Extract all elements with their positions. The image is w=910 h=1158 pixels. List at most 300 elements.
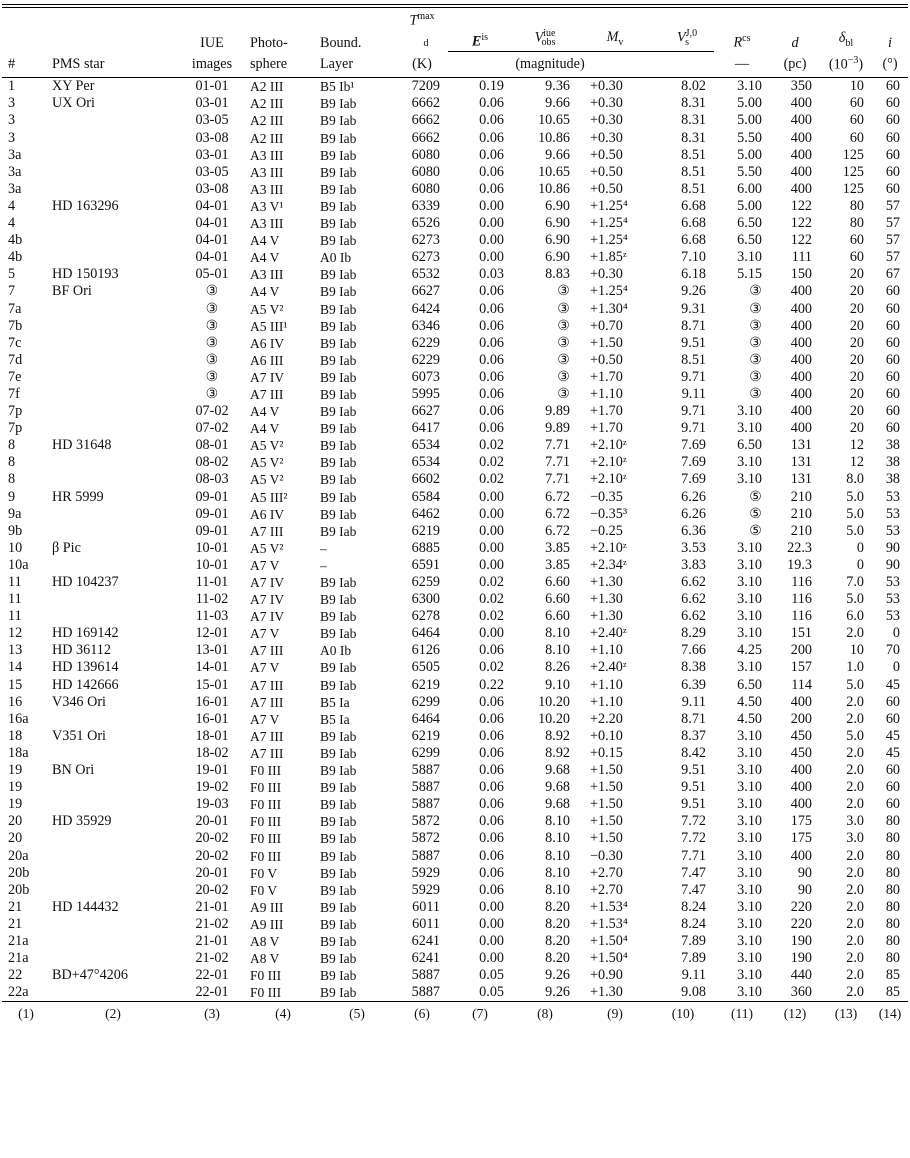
iue-image: ③ <box>205 351 219 368</box>
m-v: +1.25⁴ <box>590 215 628 232</box>
star-name: HR 5999 <box>52 488 104 505</box>
star-name <box>50 454 176 471</box>
inclination: 57 <box>885 215 900 232</box>
t-max: 6346 <box>411 317 440 334</box>
v-s: 8.29 <box>681 625 706 642</box>
e-is: 0.06 <box>479 744 504 761</box>
distance: 450 <box>790 727 812 744</box>
table-row <box>2 745 908 762</box>
v-obs: 6.72 <box>545 522 570 539</box>
t-max: 6591 <box>411 556 440 573</box>
m-v: +1.53⁴ <box>590 898 628 915</box>
t-max: 6299 <box>411 744 440 761</box>
distance: 220 <box>790 915 812 932</box>
m-v: +0.15 <box>590 744 623 761</box>
r-cs: 3.10 <box>737 249 762 266</box>
delta-bl: 5.0 <box>846 505 864 522</box>
r-cs: 6.50 <box>737 676 762 693</box>
header-d-unit: (pc) <box>783 56 807 73</box>
t-max: 6662 <box>411 112 440 129</box>
iue-image: ③ <box>205 334 219 351</box>
photosphere: A4 V <box>250 404 280 420</box>
v-s: 6.68 <box>681 215 706 232</box>
iue-image: 04-01 <box>195 249 229 266</box>
boundary-layer: – <box>320 557 327 573</box>
distance: 190 <box>790 950 812 967</box>
star-name: HD 139614 <box>52 659 119 676</box>
inclination: 60 <box>885 300 900 317</box>
m-v: +0.30 <box>590 266 623 283</box>
table-row <box>2 369 908 386</box>
r-cs: 3.10 <box>737 591 762 608</box>
r-cs: 3.10 <box>737 403 762 420</box>
m-v: +2.70 <box>590 881 623 898</box>
e-is: 0.00 <box>479 232 504 249</box>
r-cs: 3.10 <box>737 898 762 915</box>
v-s: 7.69 <box>681 454 706 471</box>
distance: 400 <box>790 385 812 402</box>
delta-bl: 125 <box>842 146 864 163</box>
v-obs: 8.26 <box>545 659 570 676</box>
iue-image: 08-02 <box>195 454 229 471</box>
m-v: +2.70 <box>590 864 623 881</box>
v-obs: ③ <box>557 300 570 317</box>
m-v: +0.70 <box>590 317 623 334</box>
v-s: 9.11 <box>681 385 706 402</box>
row-number: 20 <box>8 830 23 847</box>
table-row <box>2 420 908 437</box>
m-v: +1.50⁴ <box>590 950 628 967</box>
delta-bl: 0 <box>856 556 864 573</box>
v-obs: 10.65 <box>538 112 570 129</box>
star-name: HD 35929 <box>52 813 112 830</box>
delta-bl: 12 <box>849 437 864 454</box>
star-name <box>50 848 176 865</box>
boundary-layer: B9 Iab <box>320 404 357 420</box>
column-number: (1) <box>2 1002 50 1023</box>
r-cs: 3.10 <box>737 608 762 625</box>
r-cs: 3.10 <box>737 796 762 813</box>
row-number: 8 <box>8 471 16 488</box>
e-is: 0.19 <box>479 78 504 95</box>
v-obs: 8.20 <box>545 915 570 932</box>
column-number: (8) <box>512 1002 578 1023</box>
v-obs: 6.90 <box>545 249 570 266</box>
table-row <box>2 865 908 882</box>
delta-bl: 2.0 <box>846 881 864 898</box>
star-name <box>50 232 176 249</box>
row-number: 16 <box>8 693 23 710</box>
row-number: 4 <box>8 197 16 214</box>
photosphere: A3 III <box>250 181 284 197</box>
iue-image: 09-01 <box>195 488 229 505</box>
r-cs: ③ <box>749 300 762 317</box>
star-name: HD 150193 <box>52 266 119 283</box>
m-v: +1.10 <box>590 642 623 659</box>
boundary-layer: A0 Ib <box>320 250 352 266</box>
table-row <box>2 198 908 215</box>
inclination: 60 <box>885 95 900 112</box>
r-cs: 3.10 <box>737 932 762 949</box>
row-number: 20b <box>8 864 30 881</box>
inclination: 60 <box>885 129 900 146</box>
m-v: +0.10 <box>590 727 623 744</box>
boundary-layer: B5 Ib¹ <box>320 79 355 95</box>
e-is: 0.22 <box>479 676 504 693</box>
iue-image: 20-02 <box>195 830 229 847</box>
m-v: +1.25⁴ <box>590 197 628 214</box>
v-obs: 6.60 <box>545 608 570 625</box>
photosphere: A5 V² <box>250 472 284 488</box>
m-v: +1.30⁴ <box>590 300 628 317</box>
v-obs: 8.20 <box>545 932 570 949</box>
header-mv: $M_v$ <box>606 29 624 49</box>
delta-bl: 2.0 <box>846 967 864 984</box>
t-max: 6885 <box>411 539 440 556</box>
star-name <box>50 984 176 1002</box>
header-vs: $V^{J,0}_s$ <box>677 27 698 49</box>
v-s: 7.72 <box>681 813 706 830</box>
m-v: +1.53⁴ <box>590 915 628 932</box>
e-is: 0.06 <box>479 881 504 898</box>
table-row <box>2 506 908 523</box>
iue-image: 08-03 <box>195 471 229 488</box>
v-obs: 9.10 <box>545 676 570 693</box>
iue-image: 05-01 <box>195 266 229 283</box>
boundary-layer: B9 Iab <box>320 882 357 898</box>
m-v: +1.10 <box>590 693 623 710</box>
v-obs: 10.20 <box>538 710 570 727</box>
boundary-layer: B9 Iab <box>320 181 357 197</box>
v-obs: 10.65 <box>538 163 570 180</box>
iue-image: 08-01 <box>195 437 229 454</box>
boundary-layer: B9 Iab <box>320 814 357 830</box>
v-obs: 6.72 <box>545 505 570 522</box>
t-max: 6073 <box>411 368 440 385</box>
v-obs: 9.26 <box>545 984 570 1001</box>
r-cs: 3.10 <box>737 813 762 830</box>
delta-bl: 1.0 <box>846 659 864 676</box>
column-number: (9) <box>578 1002 652 1023</box>
distance: 116 <box>791 608 812 625</box>
m-v: +2.10ᶻ <box>590 471 627 488</box>
delta-bl: 2.0 <box>846 864 864 881</box>
boundary-layer: B9 Iab <box>320 780 357 796</box>
iue-image: 16-01 <box>195 693 229 710</box>
row-number: 10 <box>8 539 23 556</box>
delta-bl: 5.0 <box>846 676 864 693</box>
v-obs: ③ <box>557 351 570 368</box>
photosphere: A6 III <box>250 352 284 368</box>
r-cs: 3.10 <box>737 847 762 864</box>
photosphere: F0 III <box>250 968 282 984</box>
r-cs: 4.25 <box>737 642 762 659</box>
photosphere: A7 III <box>250 643 284 659</box>
e-is: 0.06 <box>479 317 504 334</box>
m-v: +1.50 <box>590 830 623 847</box>
delta-bl: 7.0 <box>846 574 864 591</box>
boundary-layer: B9 Iab <box>320 233 357 249</box>
delta-bl: 20 <box>849 351 864 368</box>
e-is: 0.00 <box>479 215 504 232</box>
t-max: 6662 <box>411 95 440 112</box>
table-row <box>2 78 908 96</box>
m-v: +2.10ᶻ <box>590 454 627 471</box>
t-max: 5929 <box>411 864 440 881</box>
m-v: +1.30 <box>590 608 623 625</box>
inclination: 60 <box>885 796 900 813</box>
table-row <box>2 335 908 352</box>
star-name <box>50 369 176 386</box>
iue-image: 09-01 <box>195 505 229 522</box>
inclination: 53 <box>885 574 900 591</box>
photosphere: A7 IV <box>250 609 285 625</box>
v-s: 9.51 <box>681 334 706 351</box>
row-number: 19 <box>8 796 23 813</box>
t-max: 5929 <box>411 881 440 898</box>
boundary-layer: B9 Iab <box>320 933 357 949</box>
v-obs: 8.10 <box>545 813 570 830</box>
r-cs: 5.00 <box>737 197 762 214</box>
m-v: +1.30 <box>590 574 623 591</box>
photosphere: F0 III <box>250 780 282 796</box>
row-number: 3a <box>8 163 22 180</box>
inclination: 60 <box>885 762 900 779</box>
m-v: +2.40ᶻ <box>590 659 627 676</box>
delta-bl: 6.0 <box>846 608 864 625</box>
header-photo-bottom: sphere <box>250 56 288 73</box>
v-obs: 6.60 <box>545 574 570 591</box>
inclination: 80 <box>885 830 900 847</box>
distance: 400 <box>790 129 812 146</box>
m-v: +1.70 <box>590 420 623 437</box>
star-name: HD 31648 <box>52 437 112 454</box>
v-obs: 10.86 <box>538 180 570 197</box>
delta-bl: 2.0 <box>846 796 864 813</box>
distance: 150 <box>790 266 812 283</box>
star-name: BD+47°4206 <box>52 967 128 984</box>
row-number: 7d <box>8 351 23 368</box>
v-obs: ③ <box>557 334 570 351</box>
m-v: +0.90 <box>590 967 623 984</box>
v-s: 9.11 <box>681 693 706 710</box>
header-dbl-unit: $(10^{-3})$ <box>828 54 864 73</box>
iue-image: 19-01 <box>195 762 229 779</box>
distance: 400 <box>790 180 812 197</box>
v-obs: 7.71 <box>545 454 570 471</box>
iue-image: 04-01 <box>195 215 229 232</box>
photosphere: A7 V <box>250 660 280 676</box>
v-s: 7.69 <box>681 437 706 454</box>
v-obs: 8.92 <box>545 727 570 744</box>
row-number: 19 <box>8 779 23 796</box>
table-row <box>2 830 908 847</box>
iue-image: 03-05 <box>195 112 229 129</box>
delta-bl: 20 <box>849 266 864 283</box>
photosphere: A7 IV <box>250 575 285 591</box>
t-max: 5887 <box>411 967 440 984</box>
iue-image: ③ <box>205 300 219 317</box>
v-s: 7.89 <box>681 950 706 967</box>
distance: 400 <box>790 847 812 864</box>
e-is: 0.00 <box>479 505 504 522</box>
v-obs: 9.36 <box>545 78 570 95</box>
r-cs: 3.10 <box>737 471 762 488</box>
column-number: (3) <box>176 1002 248 1023</box>
table-row <box>2 813 908 830</box>
boundary-layer: B9 Iab <box>320 489 357 505</box>
e-is: 0.06 <box>479 642 504 659</box>
row-number: 9a <box>8 505 22 522</box>
inclination: 38 <box>885 437 900 454</box>
photosphere: A5 V² <box>250 301 284 317</box>
iue-image: 09-01 <box>195 522 229 539</box>
boundary-layer: B9 Iab <box>320 472 357 488</box>
r-cs: 3.10 <box>737 744 762 761</box>
header-i-unit: (°) <box>882 56 898 73</box>
t-max: 6011 <box>412 915 440 932</box>
boundary-layer: B9 Iab <box>320 797 357 813</box>
distance: 210 <box>790 505 812 522</box>
v-obs: 8.83 <box>545 266 570 283</box>
header-td-top: $T^{max}$ $_d$ <box>409 11 435 49</box>
inclination: 38 <box>885 471 900 488</box>
star-name <box>50 352 176 369</box>
photosphere: A3 III <box>250 216 284 232</box>
table-row <box>2 95 908 112</box>
v-s: 9.11 <box>681 967 706 984</box>
row-number: 20b <box>8 881 30 898</box>
distance: 190 <box>790 932 812 949</box>
inclination: 57 <box>885 197 900 214</box>
star-name <box>50 608 176 625</box>
v-obs: 9.89 <box>545 420 570 437</box>
table-row <box>2 933 908 950</box>
delta-bl: 2.0 <box>846 950 864 967</box>
r-cs: 5.50 <box>737 129 762 146</box>
delta-bl: 10 <box>849 642 864 659</box>
inclination: 80 <box>885 864 900 881</box>
table-row <box>2 967 908 984</box>
v-obs: 9.66 <box>545 95 570 112</box>
iue-image: 14-01 <box>195 659 229 676</box>
table-row <box>2 540 908 557</box>
header-i: i <box>888 34 892 51</box>
delta-bl: 5.0 <box>846 522 864 539</box>
column-number: (4) <box>248 1002 318 1023</box>
inclination: 60 <box>885 351 900 368</box>
table-row <box>2 728 908 745</box>
delta-bl: 60 <box>849 232 864 249</box>
v-obs: 7.71 <box>545 437 570 454</box>
star-name: BN Ori <box>52 762 95 779</box>
star-name <box>50 779 176 796</box>
distance: 90 <box>797 881 812 898</box>
iue-image: 20-02 <box>195 881 229 898</box>
v-s: 7.66 <box>681 642 706 659</box>
e-is: 0.00 <box>479 522 504 539</box>
table-row <box>2 677 908 694</box>
v-s: 8.24 <box>681 915 706 932</box>
v-s: 9.71 <box>681 403 706 420</box>
m-v: +1.50 <box>590 796 623 813</box>
row-number: 9 <box>8 488 16 505</box>
v-s: 8.51 <box>681 180 706 197</box>
v-s: 9.08 <box>681 984 706 1001</box>
table-row <box>2 301 908 318</box>
v-s: 7.47 <box>681 864 706 881</box>
r-cs: 6.50 <box>737 437 762 454</box>
m-v: +0.30 <box>590 78 623 95</box>
row-number: 16a <box>8 710 29 727</box>
iue-image: ③ <box>205 283 219 300</box>
inclination: 80 <box>885 847 900 864</box>
column-number: (13) <box>820 1002 872 1023</box>
delta-bl: 60 <box>849 95 864 112</box>
delta-bl: 8.0 <box>846 471 864 488</box>
table-body <box>2 78 908 1002</box>
table-row <box>2 147 908 164</box>
t-max: 6462 <box>411 505 440 522</box>
inclination: 60 <box>885 78 900 95</box>
t-max: 6424 <box>411 300 440 317</box>
header-rcs-dash: — <box>734 56 750 73</box>
distance: 90 <box>797 864 812 881</box>
photosphere: F0 III <box>250 797 282 813</box>
inclination: 53 <box>885 505 900 522</box>
photosphere: F0 III <box>250 763 282 779</box>
delta-bl: 125 <box>842 163 864 180</box>
inclination: 60 <box>885 779 900 796</box>
iue-image: ③ <box>205 385 219 402</box>
e-is: 0.06 <box>479 385 504 402</box>
t-max: 6080 <box>411 163 440 180</box>
distance: 400 <box>790 317 812 334</box>
t-max: 6339 <box>411 197 440 214</box>
delta-bl: 5.0 <box>846 488 864 505</box>
star-name: V346 Ori <box>52 693 106 710</box>
e-is: 0.06 <box>479 300 504 317</box>
v-obs: 10.86 <box>538 129 570 146</box>
inclination: 60 <box>885 368 900 385</box>
r-cs: 5.00 <box>737 146 762 163</box>
star-name <box>50 301 176 318</box>
t-max: 6080 <box>411 146 440 163</box>
e-is: 0.06 <box>479 813 504 830</box>
v-s: 9.71 <box>681 420 706 437</box>
m-v: +2.20 <box>590 710 623 727</box>
m-v: +0.30 <box>590 95 623 112</box>
v-obs: 9.68 <box>545 796 570 813</box>
v-s: 6.18 <box>681 266 706 283</box>
column-number: (6) <box>396 1002 448 1023</box>
table-container <box>2 0 908 1022</box>
m-v: +2.10ᶻ <box>590 539 627 556</box>
header-iue-bottom: images <box>191 56 233 73</box>
t-max: 5995 <box>411 385 440 402</box>
table-row <box>2 984 908 1002</box>
r-cs: 3.10 <box>737 659 762 676</box>
t-max: 6534 <box>411 437 440 454</box>
column-number: (7) <box>448 1002 512 1023</box>
v-obs: 3.85 <box>545 556 570 573</box>
t-max: 6464 <box>411 625 440 642</box>
row-number: 22a <box>8 984 29 1001</box>
e-is: 0.06 <box>479 710 504 727</box>
inclination: 0 <box>892 625 900 642</box>
v-s: 8.31 <box>681 129 706 146</box>
distance: 400 <box>790 779 812 796</box>
